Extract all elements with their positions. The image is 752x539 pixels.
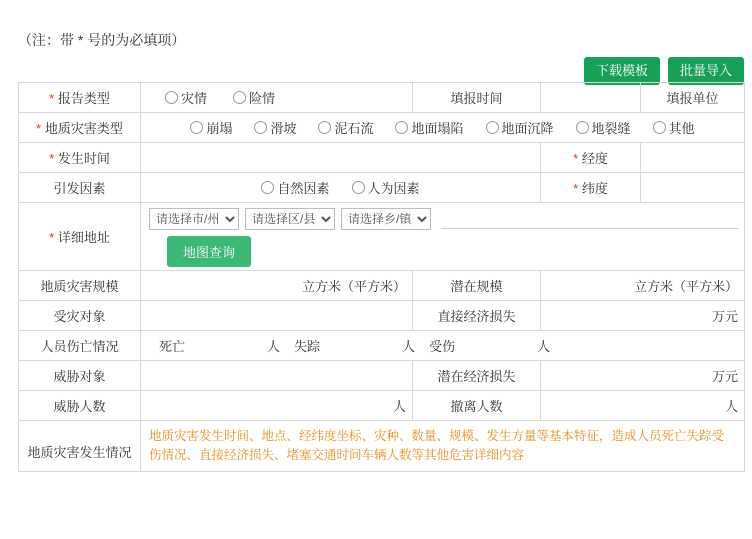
table-row-scale — [19, 271, 745, 301]
input-direct-loss-value[interactable] — [541, 301, 745, 331]
required-field-note: （注：带 * 号的为必填项） — [18, 32, 186, 48]
address-select-group — [147, 206, 738, 230]
radio-disaster-type-other[interactable] — [653, 118, 695, 137]
label-cause: 引发因素 — [19, 173, 141, 203]
radio-circle-icon[interactable] — [318, 121, 331, 134]
required-mark: * — [49, 151, 55, 166]
label-text: 详细地址 — [57, 230, 110, 245]
label-direct-loss: 直接经济损失 — [413, 301, 541, 331]
radio-label: 地面沉降 — [501, 121, 554, 136]
cell-report-type-options — [141, 83, 413, 113]
cell-casualty — [141, 331, 745, 361]
label-address — [19, 203, 141, 271]
download-template-button[interactable]: 下载模板 — [584, 57, 660, 85]
radio-circle-icon[interactable] — [254, 121, 267, 134]
table-row-threat-object — [19, 361, 745, 391]
radio-group-report-type — [147, 88, 406, 107]
radio-group-disaster-type — [147, 118, 738, 137]
required-mark: * — [573, 151, 579, 166]
label-threat-people: 威胁人数 — [19, 391, 141, 421]
cell-disaster-type-options — [141, 113, 745, 143]
radio-label: 灾情 — [181, 91, 208, 106]
input-potential-loss-value[interactable] — [541, 361, 745, 391]
label-fill-unit: 填报单位 — [641, 83, 745, 113]
table-row-threat-people — [19, 391, 745, 421]
input-potential-scale-value[interactable] — [541, 271, 745, 301]
radio-circle-icon[interactable] — [352, 181, 365, 194]
field-injured — [429, 336, 550, 355]
required-mark: * — [49, 230, 55, 245]
label-report-type — [19, 83, 141, 113]
input-scale-value[interactable] — [141, 271, 413, 301]
table-row-disaster-type — [19, 113, 745, 143]
label-latitude — [541, 173, 641, 203]
radio-disaster-type-subsidence[interactable] — [486, 118, 554, 137]
report-table — [18, 82, 745, 472]
label-fill-time: 填报时间 — [413, 83, 541, 113]
radio-report-type-risk[interactable] — [233, 88, 275, 107]
field-label: 死亡 — [159, 339, 186, 354]
table-row-cause — [19, 173, 745, 203]
label-text: 发生时间 — [57, 151, 110, 166]
radio-circle-icon[interactable] — [486, 121, 499, 134]
radio-label: 其他 — [668, 121, 695, 136]
input-evacuate-count-value[interactable] — [541, 391, 745, 421]
label-affected: 受灾对象 — [19, 301, 141, 331]
input-latitude[interactable] — [641, 173, 745, 203]
cell-cause-options — [141, 173, 541, 203]
unit-label: 万元 — [711, 369, 738, 384]
field-label: 失踪 — [294, 339, 321, 354]
radio-disaster-type-landslide[interactable] — [254, 118, 296, 137]
unit-label: 立方米（平方米） — [633, 279, 738, 294]
required-mark: * — [573, 181, 579, 196]
label-scale: 地质灾害规模 — [19, 271, 141, 301]
radio-report-type-disaster[interactable] — [165, 88, 207, 107]
radio-label: 滑坡 — [270, 121, 297, 136]
select-county[interactable] — [245, 208, 335, 230]
unit-label: 立方米（平方米） — [301, 279, 406, 294]
label-potential-loss: 潜在经济损失 — [413, 361, 541, 391]
table-row-report-type — [19, 83, 745, 113]
radio-disaster-type-debris-flow[interactable] — [318, 118, 373, 137]
radio-cause-human[interactable] — [352, 178, 420, 197]
radio-label: 地裂缝 — [591, 121, 631, 136]
radio-label: 人为因素 — [367, 181, 420, 196]
radio-disaster-type-ground-collapse[interactable] — [395, 118, 463, 137]
label-evacuate-count: 撤离人数 — [413, 391, 541, 421]
select-town[interactable] — [341, 208, 431, 230]
label-text: 纬度 — [581, 181, 608, 196]
radio-disaster-type-collapse[interactable] — [190, 118, 232, 137]
required-mark: * — [49, 91, 55, 106]
required-mark: * — [36, 121, 42, 136]
radio-circle-icon[interactable] — [165, 91, 178, 104]
radio-circle-icon[interactable] — [261, 181, 274, 194]
table-row-description — [19, 421, 745, 472]
unit-label: 人 — [537, 339, 551, 354]
input-affected-value[interactable] — [141, 301, 413, 331]
input-longitude[interactable] — [641, 143, 745, 173]
radio-group-cause — [147, 178, 534, 197]
form-toolbar — [584, 57, 744, 85]
table-row-address — [19, 203, 745, 271]
radio-label: 崩塌 — [206, 121, 233, 136]
description-hint-text: 地质灾害发生时间、地点、经纬度坐标、灾种、数量、规模、发生方量等基本特征，造成人员死亡失踪受伤情况、直接经济损失、堵塞交通时间车辆人数等其他危害详细内容 — [149, 429, 725, 462]
input-threat-object-value[interactable] — [141, 361, 413, 391]
unit-label: 人 — [267, 339, 281, 354]
label-text: 报告类型 — [57, 91, 110, 106]
input-address-detail[interactable] — [441, 210, 738, 229]
radio-label: 自然因素 — [277, 181, 330, 196]
label-disaster-type — [19, 113, 141, 143]
unit-label: 万元 — [711, 309, 738, 324]
radio-label: 泥石流 — [334, 121, 374, 136]
casualty-fields — [147, 336, 738, 355]
radio-disaster-type-ground-fissure[interactable] — [576, 118, 631, 137]
map-query-button[interactable]: 地图查询 — [167, 236, 251, 267]
field-death — [159, 336, 280, 355]
input-occur-time[interactable] — [141, 143, 541, 173]
radio-circle-icon[interactable] — [233, 91, 246, 104]
label-description: 地质灾害发生情况 — [19, 421, 141, 472]
radio-cause-natural[interactable] — [261, 178, 329, 197]
radio-circle-icon[interactable] — [190, 121, 203, 134]
label-potential-scale: 潜在规模 — [413, 271, 541, 301]
table-row-casualty — [19, 331, 745, 361]
select-city[interactable] — [149, 208, 239, 230]
cell-fill-time-value[interactable] — [541, 83, 641, 113]
batch-import-button[interactable]: 批量导入 — [668, 57, 744, 85]
label-occur-time — [19, 143, 141, 173]
input-threat-people-value[interactable] — [141, 391, 413, 421]
label-text: 地质灾害类型 — [44, 121, 123, 136]
unit-label: 人 — [392, 399, 406, 414]
radio-circle-icon[interactable] — [653, 121, 666, 134]
field-label: 受伤 — [429, 339, 456, 354]
radio-circle-icon[interactable] — [576, 121, 589, 134]
label-text: 经度 — [581, 151, 608, 166]
radio-label: 地面塌陷 — [411, 121, 464, 136]
table-row-affected — [19, 301, 745, 331]
table-row-occur-time — [19, 143, 745, 173]
label-longitude — [541, 143, 641, 173]
label-threat-object: 威胁对象 — [19, 361, 141, 391]
radio-circle-icon[interactable] — [395, 121, 408, 134]
input-description[interactable] — [141, 421, 745, 472]
cell-address — [141, 203, 745, 271]
radio-label: 险情 — [249, 91, 276, 106]
unit-label: 人 — [724, 399, 738, 414]
field-missing — [294, 336, 415, 355]
label-casualty: 人员伤亡情况 — [19, 331, 141, 361]
unit-label: 人 — [402, 339, 416, 354]
